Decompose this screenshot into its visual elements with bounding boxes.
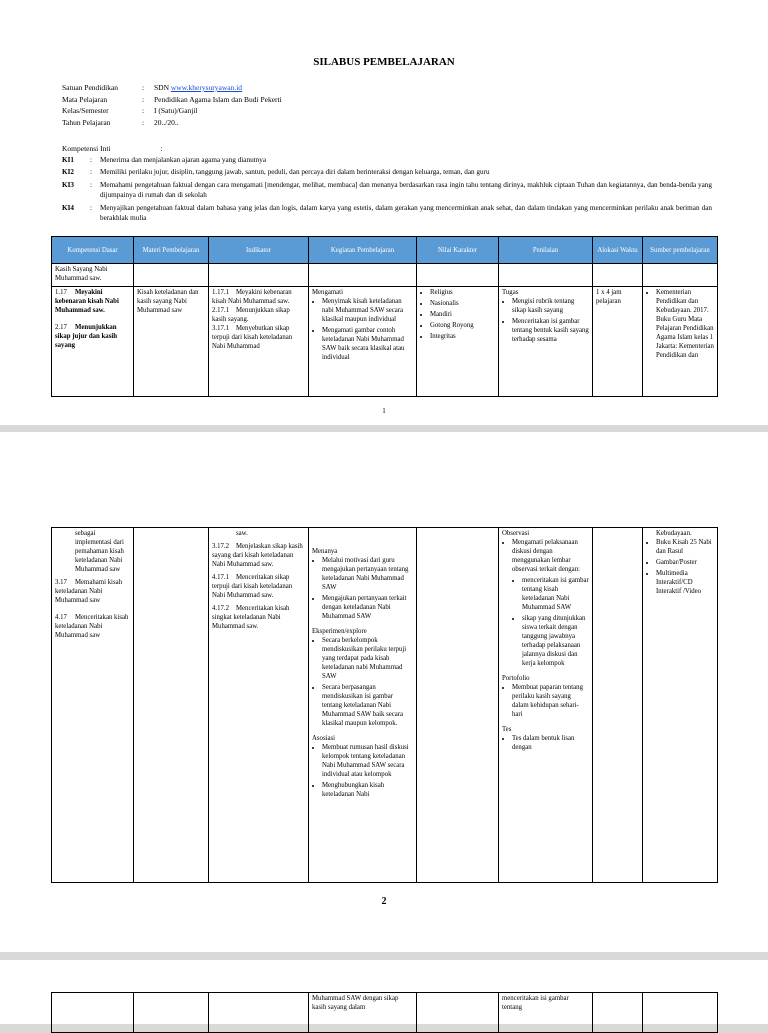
materi-cell: Kisah keteladanan dan kasih sayang Nabi Muhammad saw bbox=[134, 287, 209, 397]
penilaian-cell: Observasi • Mengamati pelaksanaan diskusi dengan menggunakan lembar observasi terkait dengan: • menceritakan isi gambar tentang kisah keteladanan Nabi Muhammad SAW • sikap yang ditunjukkan siswa terkait dengan tanggung jawabnya terhadap pelaksanaan jalannya diskusi dan kerja kelompok Portofolio • Membuat paparan tentang perilaku kasih sayang dalam kehidupan sehari-hari Tes • Tes dalam bentuk lisan dengan bbox=[499, 528, 593, 883]
website-link[interactable]: www.kherysuryawan.id bbox=[170, 83, 243, 92]
syllabus-table-p2 bbox=[51, 527, 718, 883]
table-header-row bbox=[52, 237, 718, 264]
meta-row: Kelas/Semester : I (Satu)/Ganjil bbox=[62, 106, 198, 115]
table-row bbox=[52, 287, 718, 397]
col-header: Kompetensi Dasar bbox=[52, 237, 134, 264]
penilaian-cell: menceritakan isi gambar tentang bbox=[499, 993, 593, 1033]
kegiatan-cell: Mengamati • Menyimak kisah keteladanan nabi Muhammad SAW secara klasikal maupun individual • Mengamati gambar contoh keteladanan Nabi Muhammad SAW baik secara klasikal atau individual bbox=[309, 287, 417, 397]
col-header: Kegiatan Pembelajaran bbox=[309, 237, 417, 264]
page-3 bbox=[0, 960, 768, 1024]
meta-row: Satuan Pendidikan : SDN www.kherysuryawan.id bbox=[62, 83, 243, 92]
sumber-cell: • Kementerian Pendidikan dan Kebudayaan. 2017. Buku Guru Mata Pelajaran Pendidikan Agama Islam kelas 1 Jakarta: Kementerian Pendidikan dan bbox=[643, 287, 718, 397]
ki-row: KI2 : Memiliki perilaku jujur, disiplin, tanggung jawab, santun, peduli, dan percaya diri dalam berinteraksi dengan keluarga, teman, dan guru bbox=[62, 168, 490, 176]
meta-key: Satuan Pendidikan bbox=[62, 83, 119, 92]
nilai-cell bbox=[417, 528, 499, 883]
col-header: Indikator bbox=[209, 237, 309, 264]
sumber-cell: Kebudayaan. • Buku Kisah 25 Nabi dan Rasul • Gambar/Poster • Multimedia Interaktif/CD Interaktif /Video bbox=[643, 528, 718, 883]
syllabus-table-p1 bbox=[51, 236, 718, 397]
meta-row: Tahun Pelajaran : 20../20.. bbox=[62, 117, 179, 127]
alokasi-cell bbox=[593, 528, 643, 883]
kegiatan-cell: Menanya • Melalui motivasi dari guru mengajukan pertanyaan tentang keteladanan Nabi Muhammad SAW • Mengajukan pertanyaan terkait dengan keteladanan Nabi Muhammad SAW Eksperimen/explore • Secara berkelompok mendiskusikan perilaku terpuji yang terdapat pada kisah keteladanan nabi Muhammad SAW • Secara berpasangan mendiskusikan isi gambar tentang keteladanan Nabi Muhammad SAW baik secara klasikal maupun kelompok. Asosiasi • Membuat rumusan hasil diskusi kelompok tentang keteladanan Nabi Muhammad SAW secara individual atau kelompok • Menghubungkan kisah keteladanan Nabi bbox=[309, 528, 417, 883]
col-header: Penilaian bbox=[499, 237, 593, 264]
alokasi-cell: 1 x 4 jam pelajaran bbox=[593, 287, 643, 397]
meta-key: Mata Pelajaran bbox=[62, 94, 108, 104]
ki-row: KI3 : Memahami pengetahuan faktual dengan cara mengamati [mendengar, melihat, membaca] dan menanya berdasarkan rasa ingin tahu tentang dirinya, makhluk ciptaan Tuhan dan kegiatannya, dan benda-benda yang dijumpainya di rumah dan di sekolah bbox=[62, 181, 712, 199]
ki-row: KI4 : Menyajikan pengetahuan faktual dalam bahasa yang jelas dan logis, dalam karya yang estetis, dalam gerakan yang mencerminkan anak sehat, dan dalam tindakan yang mencerminkan perilaku anak beriman dan berakhlak mulia bbox=[62, 204, 712, 222]
section-row bbox=[52, 264, 718, 287]
meta-row: Mata Pelajaran : Pendidikan Agama Islam dan Budi Pekerti bbox=[62, 94, 282, 104]
table-row bbox=[52, 528, 718, 883]
page-2 bbox=[0, 432, 768, 952]
meta-key: Kelas/Semester bbox=[62, 106, 109, 115]
indikator-cell: saw. 3.17.2 Menjelaskan sikap kasih sayang dari kisah keteladanan Nabi Muhammad saw. 4.17.1 Menceritakan sikap terpuji dari kisah keteladanan Nabi Muhammad saw. 4.17.2 Menceritakan kisah singkat keteladanan Nabi Muhammad saw. bbox=[209, 528, 309, 883]
kd-cell: sebagai implementasi dari pemahaman kisah keteladanan Nabi Muhammad saw 3.17 Memahami kisah keteladanan Nabi Muhammad saw 4.17 Menceritakan kisah keteladanan Nabi Muhammad saw bbox=[52, 528, 134, 883]
indikator-cell: 1.17.1 Meyakini kebenaran kisah Nabi Muhammad saw. 2.17.1 Menunjukkan sikap kasih sayang. 3.17.1 Menyebutkan sikap terpuji dari kisah keteladanan Nabi Muhammad bbox=[209, 287, 309, 397]
page-number: 1 bbox=[382, 407, 386, 415]
meta-value: 20../20.. bbox=[154, 117, 179, 127]
syllabus-table-p3 bbox=[51, 992, 718, 1033]
table-row bbox=[52, 993, 718, 1033]
col-header: Alokasi Waktu bbox=[593, 237, 643, 264]
identity-block bbox=[62, 82, 282, 128]
ki-heading: Kompetensi Inti : bbox=[62, 144, 163, 153]
kegiatan-cell: Muhammad SAW dengan sikap kasih sayang dalam bbox=[309, 993, 417, 1033]
penilaian-cell: Tugas • Mengisi rubrik tentang sikap kasih sayang • Menceritakan isi gambar tentang bentuk kasih sayang terhadap sesama bbox=[499, 287, 593, 397]
section-title: Kasih Sayang Nabi Muhammad saw. bbox=[52, 264, 134, 287]
kd-cell: 1.17 Meyakini kebenaran kisah Nabi Muhammad saw. 2.17 Menunjukkan sikap jujur dan kasih sayang bbox=[52, 287, 134, 397]
nilai-cell: • Religius • Nasionalis • Mandiri • Gotong Royong • Integritas bbox=[417, 287, 499, 397]
ki-row: KI1 : Menerima dan menjalankan ajaran agama yang dianutnya bbox=[62, 156, 267, 164]
col-header: Materi Pembelajaran bbox=[134, 237, 209, 264]
meta-value: Pendidikan Agama Islam dan Budi Pekerti bbox=[154, 94, 282, 104]
page-1 bbox=[0, 0, 768, 425]
page-number: 2 bbox=[381, 896, 387, 907]
materi-cell bbox=[134, 528, 209, 883]
meta-value: SDN www.kherysuryawan.id bbox=[154, 83, 243, 92]
document-title: SILABUS PEMBELAJARAN bbox=[313, 56, 455, 68]
col-header: Sumber pembelajaran bbox=[643, 237, 718, 264]
meta-value: I (Satu)/Ganjil bbox=[154, 106, 198, 115]
col-header: Nilai Karakter bbox=[417, 237, 499, 264]
meta-key: Tahun Pelajaran bbox=[62, 117, 111, 127]
